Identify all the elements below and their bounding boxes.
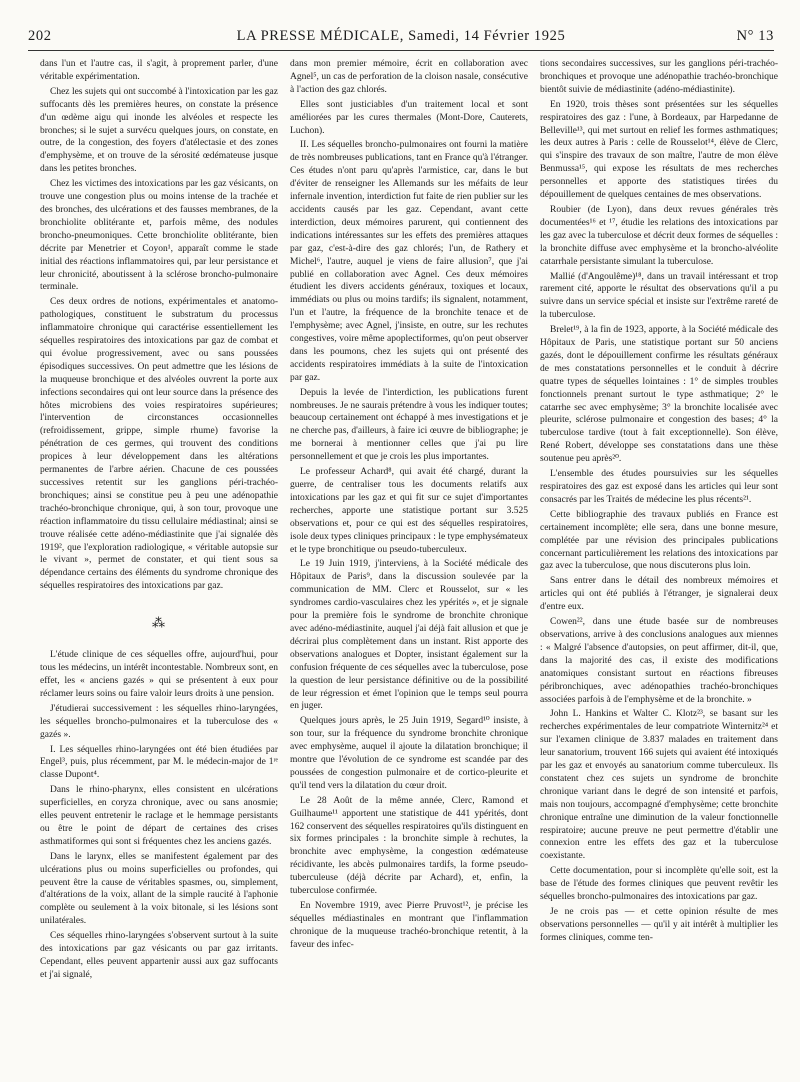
column-1 [40, 58, 278, 1073]
masthead-title: LA PRESSE MÉDICALE, Samedi, 14 Février 1925 [236, 27, 566, 44]
paragraph: Ces deux ordres de notions, expérimentales et anatomo-pathologiques, constituent le substratum du processus inflammatoire chronique qui caractérise essentiellement les séquelles respiratoires des intoxications par gaz de combat et qui évolue progressivement, avec ou sans poussées épisodiques successives. On peut admettre que les lésions de la muqueuse bronchique et des alvéoles ouvrent la porte aux infections secondaires qui ont leur source dans la présence des hôtes microbiens des voies respiratoires supérieures; l'intervention de circonstances occasionnelles (refroidissement, grippe, simple rhume) favorise la pénétration de ces germes, qui trouvent des conditions propices à leur développement dans les altérations permanentes de l'arbre aérien. Chacune de ces poussées successives retentit sur les ganglions péri-trachéo-bronchiques; ainsi se constitue peu à peu une adénopathie trachéo-bronchique chronique, qui, à son tour, provoque une réaction inflammatoire du tissu cellulaire médiastinal; ainsi se trouve réalisée cette adéno-médiastinite que j'ai signalée dès 1919², que l'exploration radiologique, « véritable autopsie sur le vivant », permet de constater, et qui tient sous sa dépendance certains des éléments du syndrome chronique des séquelles respiratoires des intoxications par gaz. [40, 297, 278, 592]
paragraph: Le professeur Achard⁸, qui avait été chargé, durant la guerre, de centraliser tous les documents relatifs aux intoxications par les gaz et qui fit sur ce sujet d'importantes recherches, apporte une statistique portant sur 3.525 observations et, pour ce qui est des séquelles respiratoires, isole deux types cliniques principaux : le type emphysémateux et le type bronchitique ou pseudo-tuberculeux. [290, 467, 528, 555]
section-separator: ⁂ [152, 615, 166, 631]
header-rule [28, 50, 774, 51]
paragraph: I. Les séquelles rhino-laryngées ont été bien étudiées par Engel³, puis, plus récemment, par M. le médecin-major de 1ʳᵉ classe Dupont⁴. [40, 744, 278, 781]
paragraph: Elles sont justiciables d'un traitement local et sont améliorées par les cures thermales (Mont-Dore, Cauterets, Luchon). [290, 99, 528, 136]
paragraph: Cette bibliographie des travaux publiés en France est certainement incomplète; elle sera, dans une bonne mesure, complétée par une révision des principales publications concernant particulièrement les relations des intoxications par gaz avec la tuberculose, que nous discuterons plus loin. [540, 509, 778, 572]
issue-number: N° 13 [736, 27, 774, 44]
paragraph: tions secondaires successives, sur les ganglions péri-trachéo-bronchiques et provoque une adénopathie trachéo-bronchique bientôt suivie de médiastinite (adéno-médiastinite). [540, 59, 778, 95]
paragraph: Je ne crois pas — et cette opinion résulte de mes observations personnelles — qu'il y ait intérêt à multiplier les formes cliniques, comme ten- [540, 907, 778, 943]
paragraph: Quelques jours après, le 25 Juin 1919, Segard¹⁰ insiste, à son tour, sur la fréquence du syndrome bronchite chronique avec emphysème, auquel il ajoute la dilatation bronchique; il montre que l'évolution de ce syndrome est scandée par des poussées de congestion pulmonaire et de cortico-pleurite et qu'il tend vers la dilatation du cœur droit. [290, 716, 528, 791]
paragraph: Dans le larynx, elles se manifestent également par des ulcérations plus ou moins superficielles ou profondes, qui peuvent être la cause de véritables spasmes, ou, simplement, d'altérations de la voix, allant de la simple raucité à l'aphonie complète ou seulement à la voix bitonale, si les lésions sont unilatérales. [40, 851, 278, 927]
paragraph: En Novembre 1919, avec Pierre Pruvost¹², je précise les séquelles médiastinales en montrant que l'inflammation chronique de la muqueuse trachéo-bronchique retentit, à la faveur des infec- [290, 901, 528, 950]
paragraph: dans l'un et l'autre cas, il s'agit, à proprement parler, d'une véritable expérimentation. [40, 59, 278, 82]
page-header [28, 22, 774, 50]
paragraph: Brelet¹⁹, à la fin de 1923, apporte, à la Société médicale des Hôpitaux de Paris, une statistique portant sur 50 anciens gazés, dont le dépouillement confirme les résultats généraux de mes constatations personnelles et le conduit à décrire quatre types de séquelles lointaines : 1° de simples troubles fonctionnels prenant surtout le type asthmatique; 2° le catarrhe sec avec emphysème; 3° la bronchite localisée avec pleurite, sclérose pulmonaire et congestion des bases; 4° la tuberculose tardive (tout à fait exceptionnelle). Son élève, René Robert, développe ses constatations dans une thèse soutenue peu après²⁰. [540, 325, 778, 465]
paragraph: Le 19 Juin 1919, j'interviens, à la Société médicale des Hôpitaux de Paris⁹, dans la discussion soulevée par la communication de MM. Clerc et Rousselot, sur « les syndromes cardio-vasculaires chez les ypérités », et je signale pour la première fois le syndrome de bronchite chronique avec adéno-médiastinite, auquel j'ai déjà fait allusion et que je décrirai plus complètement dans un instant. Rist apporte des observations analogues et Dopter, insistant également sur la confusion fréquente de ces séquelles avec la tuberculose, pose la question de leur persistance définitive ou de la possibilité de leur régression et émet l'opinion que le temps seul pourra en juger. [290, 559, 528, 712]
paragraph: L'étude clinique de ces séquelles offre, aujourd'hui, pour tous les médecins, un intérêt incontestable. Nombreux sont, en effet, les « anciens gazés » qui se présentent à eux pour réclamer leurs soins ou faire valoir leurs droits à une pension. [40, 650, 278, 699]
paragraph: Chez les victimes des intoxications par les gaz vésicants, on trouve une congestion plus ou moins intense de la trachée et des bronches, des ulcérations et des fausses membranes, de la bronchiolite oblitérante et, parfois même, des nodules broncho-pneumoniques. Cette bronchiolite oblitérante, bien décrite par Menetrier et Coyon¹, apparaît comme le stade initial des réactions inflammatoires qui, par leur persistance et leur chronicité, aboutissent à la sclérose broncho-pulmonaire terminale. [40, 179, 278, 293]
column-3 [540, 58, 778, 1073]
paragraph: John L. Hankins et Walter C. Klotz²³, se basant sur les recherches expérimentales de leur compatriote Winternitz²⁴ et sur l'examen clinique de 3.837 malades en traitement dans leur sanatorium, trouvent 166 sujets qui avaient été intoxiqués par les gaz et envoyés au sanatorium comme tuberculeux. Ils constatent chez ces sujets un syndrome de bronchite chronique variant dans le degré de son intensité et parfois, mais non toujours, accompagné d'emphysème; cette bronchite chronique entraîne une diminution de la valeur fonctionnelle respiratoire; aucune preuve ne peut permettre d'établir une connexion entre les effets des gaz et la tuberculose coexistante. [540, 709, 778, 862]
paragraph: Roubier (de Lyon), dans deux revues générales très documentées¹⁶ et ¹⁷, étudie les relations des intoxications par les gaz avec la tuberculose et décrit deux formes de séquelles : la bronchite diffuse avec emphysème et la broncho-alvéolite catarrhale persistante simulant la tuberculose. [540, 204, 778, 267]
paragraph: II. Les séquelles broncho-pulmonaires ont fourni la matière de très nombreuses publications, tant en France qu'à l'étranger. Ces études n'ont paru qu'après l'armistice, car, dans le but d'éviter de renseigner les Allemands sur les méfaits de leur infernale invention, interdiction fut faite de rien publier sur les accidents causés par les gaz. Cependant, avant cette interdiction, deux mémoires parurent, qui contiennent des indications intéressantes sur les effets des premières attaques par gaz, c'est-à-dire des gaz chlorés; l'un, de Rathery et Michel⁶, l'autre, auquel je viens de faire allusion⁷, que j'ai publié en collaboration avec Agnel. Ces deux mémoires étudient les divers accidents généraux, toxiques et locaux, immédiats ou plus ou moins tardifs; ils signalent, notamment, l'un et l'autre, la fréquence de la bronchite tenace et de l'emphysème; avec Agnel, j'insiste, en outre, sur les rechutes congestives, voire même apoplectiformes, qu'on peut observer dans les poumons, chez les sujets qui ont présenté des accidents respiratoires immédiats à la suite de l'intoxication par gaz. [290, 140, 528, 383]
paragraph: Ces séquelles rhino-laryngées s'observent surtout à la suite des intoxications par gaz vésicants ou par gaz irritants. Cependant, elles peuvent appartenir aussi aux gaz suffocants et j'ai signalé, [40, 931, 278, 980]
paragraph: Sans entrer dans le détail des nombreux mémoires et articles qui ont été publiés à l'étranger, je signalerai deux d'entre eux. [540, 576, 778, 613]
paragraph: dans mon premier mémoire, écrit en collaboration avec Agnel⁵, un cas de perforation de la cloison nasale, consécutive à l'action des gaz chlorés. [290, 59, 528, 95]
paragraph: Cowen²², dans une étude basée sur de nombreuses observations, arrive à des conclusions analogues aux miennes : « Malgré l'absence d'autopsies, on peut affirmer, dit-il, que, dans la majorité des cas, il existe des modifications anatomiques consistant surtout en réactions fibreuses péribronchiques, avec adénopathies trachéo-bronchiques associées parfois à de l'emphysème et de la bronchite. » [540, 617, 778, 705]
page-number: 202 [28, 27, 52, 44]
article-body [40, 58, 780, 1073]
paragraph: L'ensemble des études poursuivies sur les séquelles respiratoires des gaz est exposé dans les articles qui leur sont consacrés par les Traités de médecine les plus récents²¹. [540, 469, 778, 505]
paragraph: Mallié (d'Angoulême)¹⁸, dans un travail intéressant et trop rarement cité, apporte le résultat des observations qu'il a pu suivre dans un service spécial et insiste sur l'extrême rareté de la tuberculose. [540, 271, 778, 321]
paragraph: Cette documentation, pour si incomplète qu'elle soit, est la base de l'étude des formes cliniques que peuvent revêtir les séquelles broncho-pulmonaires des intoxications par gaz. [540, 866, 778, 903]
paragraph: Le 28 Août de la même année, Clerc, Ramond et Guilhaume¹¹ apportent une statistique de 441 ypérités, dont 162 conservent des séquelles respiratoires qu'ils distinguent en six formes principales : la bronchite simple à rechutes, la bronchite avec emphysème, la congestion œdémateuse récidivante, les abcès pulmonaires tardifs, la forme pseudo-tuberculeuse (déjà décrite par Achard), et, enfin, la tuberculose confirmée. [290, 795, 528, 897]
paragraph: Dans le rhino-pharynx, elles consistent en ulcérations superficielles, en coryza chronique, avec ou sans anosmie; elles peuvent entretenir le raclage et le hemmage persistants ou être le point de départ de certaines des crises asthmatiformes qui sont si fréquentes chez les anciens gazés. [40, 785, 278, 847]
column-2 [290, 58, 528, 1073]
paragraph: En 1920, trois thèses sont présentées sur les séquelles respiratoires des gaz : l'une, à Bordeaux, par Harpedanne de Belleville¹³, qui met surtout en relief les formes asthmatiques; les deux autres à Paris : celle de Rousselot¹⁴, élève de Clerc, qui s'inspire des travaux de son maître, l'autre de mon élève Benmussa¹⁵, qui expose les résultats de mes recherches personnelles et apporte des statistiques tirées du dépouillement de quelques centaines de mes observations. [540, 99, 778, 201]
paragraph: Depuis la levée de l'interdiction, les publications furent nombreuses. Je ne saurais prétendre à vous les indiquer toutes; beaucoup certainement ont échappé à mes investigations et je ne cherche pas, d'ailleurs, à faire ici œuvre de bibliographe; je me bornerai à mentionner celles que j'ai pu lire personnellement et que je crois les plus importantes. [290, 387, 528, 463]
paragraph: Chez les sujets qui ont succombé à l'intoxication par les gaz suffocants dès les premières heures, on constate la présence d'un œdème aigu qui inonde les alvéoles et respecte les bronches; si le sujet a survécu quelques jours, on constate, en outre, de la congestion, des foyers d'atélectasie et des zones d'emphysème, et on trouve de la sérosité œdémateuse jusque dans les petites bronches. [40, 86, 278, 175]
paragraph: J'étudierai successivement : les séquelles rhino-laryngées, les séquelles broncho-pulmonaires et la tuberculose des « gazés ». [40, 703, 278, 740]
